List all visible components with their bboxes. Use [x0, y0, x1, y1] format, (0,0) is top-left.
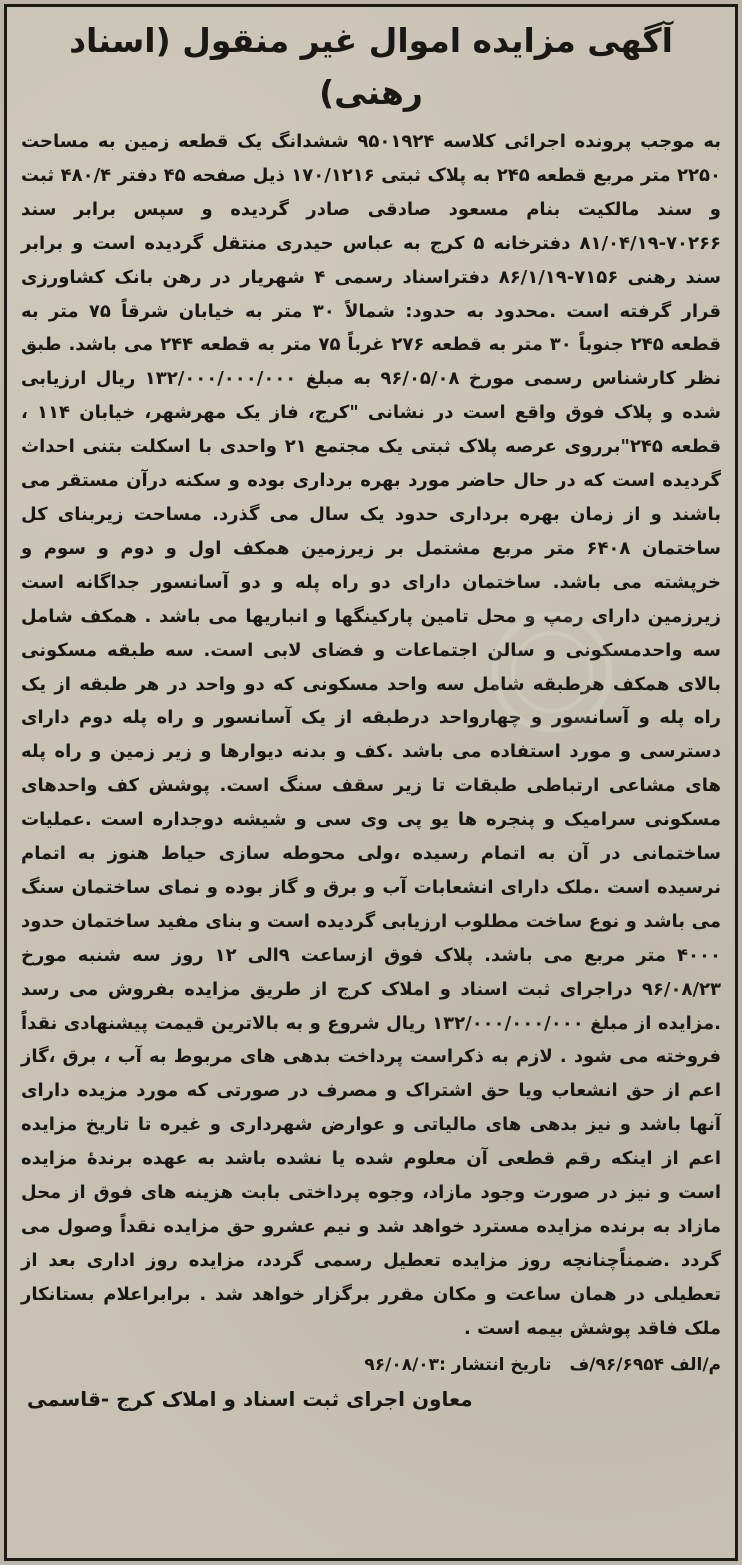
publish-date: تاریخ انتشار :۹۶/۰۸/۰۳ — [364, 1354, 552, 1375]
auction-notice — [4, 4, 738, 1561]
publication-line — [21, 1348, 721, 1382]
notice-title: آگهی مزایده اموال غیر منقول (اسناد رهنی) — [69, 21, 673, 112]
notice-body: به موجب پرونده اجرائی کلاسه ۹۵۰۱۹۲۴ ششدانگ یک قطعه زمین به مساحت ۲۲۵۰ متر مربع قطعه ۲۴۵ به پلاک ثبتی ۱۷۰/۱۲۱۶ ذیل صفحه ۴۵ دفتر ۴۸۰/۴ ثبت و سند مالکیت بنام مسعود صادقی صادر گردیده و سپس برابر سند ۷۰۲۶۶-۸۱/۰۴/۱۹ دفترخانه ۵ کرج به عباس حیدری منتقل گردیده است و برابر سند رهنی ۷۱۵۶-۸۶/۱/۱۹ دفتراسناد رسمی ۴ شهریار در رهن بانک کشاورزی قرار گرفته است .محدود به حدود: شمالاً ۳۰ متر به خیابان شرقاً ۷۵ متر به قطعه ۲۴۵ جنوباً ۳۰ متر به قطعه ۲۷۶ غرباً ۷۵ متر به قطعه ۲۴۴ می باشد. طبق نظر کارشناس رسمی مورخ ۹۶/۰۵/۰۸ به مبلغ ۱۳۲/۰۰۰/۰۰۰/۰۰۰ ریال ارزیابی شده و پلاک فوق واقع است در نشانی "کرج، فاز یک مهرشهر، خیابان ۱۱۴ ، قطعه ۲۴۵"برروی عرصه پلاک ثبتی یک مجتمع ۲۱ واحدی با اسکلت بتنی احداث گردیده است که در حال حاضر مورد بهره برداری بوده و سکنه درآن مستقر می باشند و از زمان بهره برداری حدود یک سال می گذرد. مساحت زیربنای کل ساختمان ۶۴۰۸ متر مربع مشتمل بر زیرزمین همکف اول و دوم و سوم و خرپشته می باشد. ساختمان دارای دو راه پله و دو آسانسور جداگانه است زیرزمین دارای رمپ و محل تامین پارکینگها و انباریها می باشد . همکف شامل سه واحدمسکونی و سالن اجتماعات و فضای لابی است. سه طبقه مسکونی بالای همکف هرطبقه شامل سه واحد مسکونی که دو واحد در هر طبقه از یک راه پله و آسانسور و چهارواحد درطبقه از یک آسانسور و راه پله دوم دارای دسترسی و مورد استفاده می باشد .کف و بدنه دیوارها و زیر زمین و راه پله های مشاعی ارتباطی طبقات تا زیر سقف سنگ است. پوشش کف واحدهای مسکونی سرامیک و پنجره ها یو پی وی سی و شیشه دوجداره است .عملیات ساختمانی در آن به اتمام رسیده ،ولی محوطه سازی حیاط هنوز به اتمام نرسیده است .ملک دارای انشعابات آب و برق و گاز بوده و نمای ساختمان سنگ می باشد و نوع ساخت مطلوب ارزیابی گردیده است و بنای مفید ساختمان حدود ۴۰۰۰ متر مربع می باشد. پلاک فوق ازساعت ۹الی ۱۲ روز سه شنبه مورخ ۹۶/۰۸/۲۳ دراجرای ثبت اسناد و املاک کرج از طریق مزایده بفروش می رسد .مزایده از مبلغ ۱۳۲/۰۰۰/۰۰۰/۰۰۰ ریال شروع و به بالاترین قیمت پیشنهادی نقداً فروخته می شود . لازم به ذکراست پرداخت بدهی های مربوط به آب ، برق ،گاز اعم از حق انشعاب ویا حق اشتراک و مصرف در صورتی که مورد مزیده دارای آنها باشد و نیز بدهی های مالیاتی و عوارض شهرداری و غیره تا تاریخ مزایده اعم از اینکه رقم قطعی آن معلوم شده یا نشده باشد به عهده برندهٔ مزایده است و نیز در صورت وجود مازاد، وجوه پرداختی بابت هزینه های فوق از محل مازاد به برنده مزایده مسترد خواهد شد و نیم عشرو حق مزایده نقداً وصول می گردد .ضمناًچنانچه روز مزایده تعطیل رسمی گردد، مزایده روز اداری بعد از تعطیلی در همان ساعت و مکان مقرر برگزار خواهد شد . برابراعلام بستانکار ملک فاقد پوشش بیمه است . — [21, 131, 722, 1339]
signature: معاون اجرای ثبت اسناد و املاک کرج -قاسمی — [27, 1386, 473, 1411]
reference-number: م/الف ۹۶/۶۹۵۴/ف — [569, 1354, 721, 1375]
